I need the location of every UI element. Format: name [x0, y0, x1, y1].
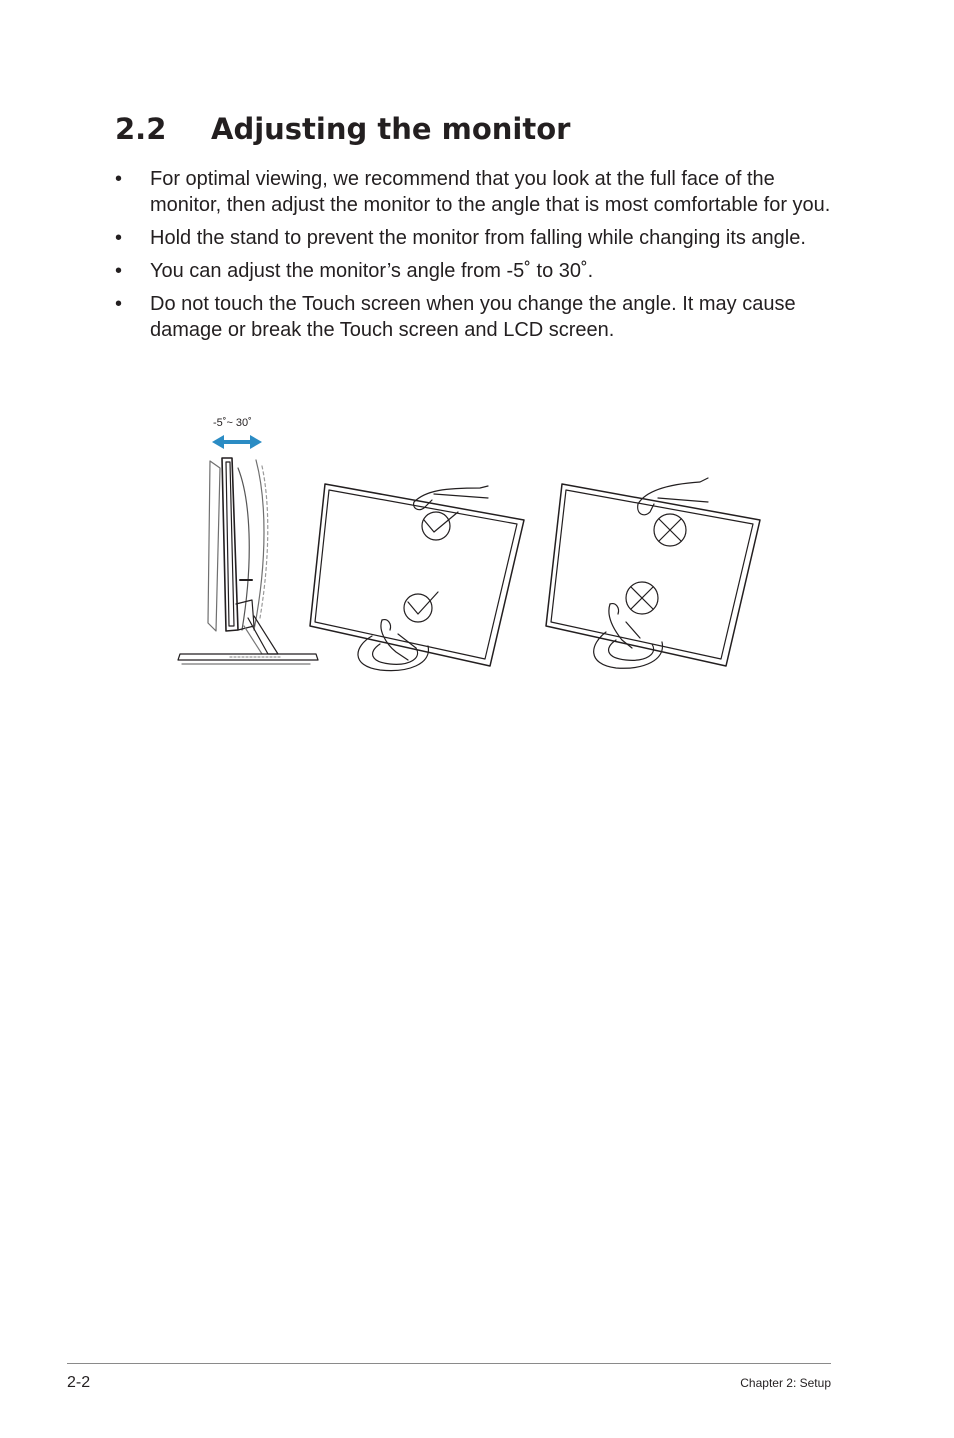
bullet-icon: • [115, 260, 123, 282]
tilt-range-label: -5˚~ 30˚ [213, 417, 252, 429]
list-item-text: Hold the stand to prevent the monitor from falling while changing its angle. [150, 227, 806, 249]
bullet-icon: • [115, 168, 123, 190]
instruction-list [115, 166, 845, 350]
list-item [115, 166, 845, 218]
list-item-text: For optimal viewing, we recommend that you look at the full face of the monitor, then adjust the monitor to the angle that is most comfortable for you. [150, 168, 831, 216]
correct-handling-monitor [310, 484, 524, 671]
monitor-adjustment-illustration [170, 408, 770, 678]
section-number: 2.2 [115, 112, 167, 146]
page-number: 2-2 [67, 1374, 91, 1391]
cross-icon [626, 582, 658, 614]
list-item-text: You can adjust the monitor’s angle from -5˚ to 30˚. [150, 260, 594, 282]
side-view-monitor [178, 417, 318, 664]
section-title: Adjusting the monitor [211, 112, 571, 146]
list-item [115, 291, 845, 343]
bullet-icon: • [115, 293, 123, 315]
list-item [115, 258, 845, 284]
list-item-text: Do not touch the Touch screen when you change the angle. It may cause damage or break the Touch screen and LCD screen. [150, 293, 796, 341]
footer-divider [67, 1363, 831, 1364]
list-item [115, 225, 845, 251]
incorrect-handling-monitor [546, 478, 760, 668]
chapter-label: Chapter 2: Setup [740, 1376, 831, 1390]
tilt-arrow-icon [212, 435, 262, 449]
cross-icon [654, 514, 686, 546]
check-icon [404, 592, 438, 622]
check-icon [422, 512, 458, 540]
bullet-icon: • [115, 227, 123, 249]
section-heading [115, 112, 570, 146]
